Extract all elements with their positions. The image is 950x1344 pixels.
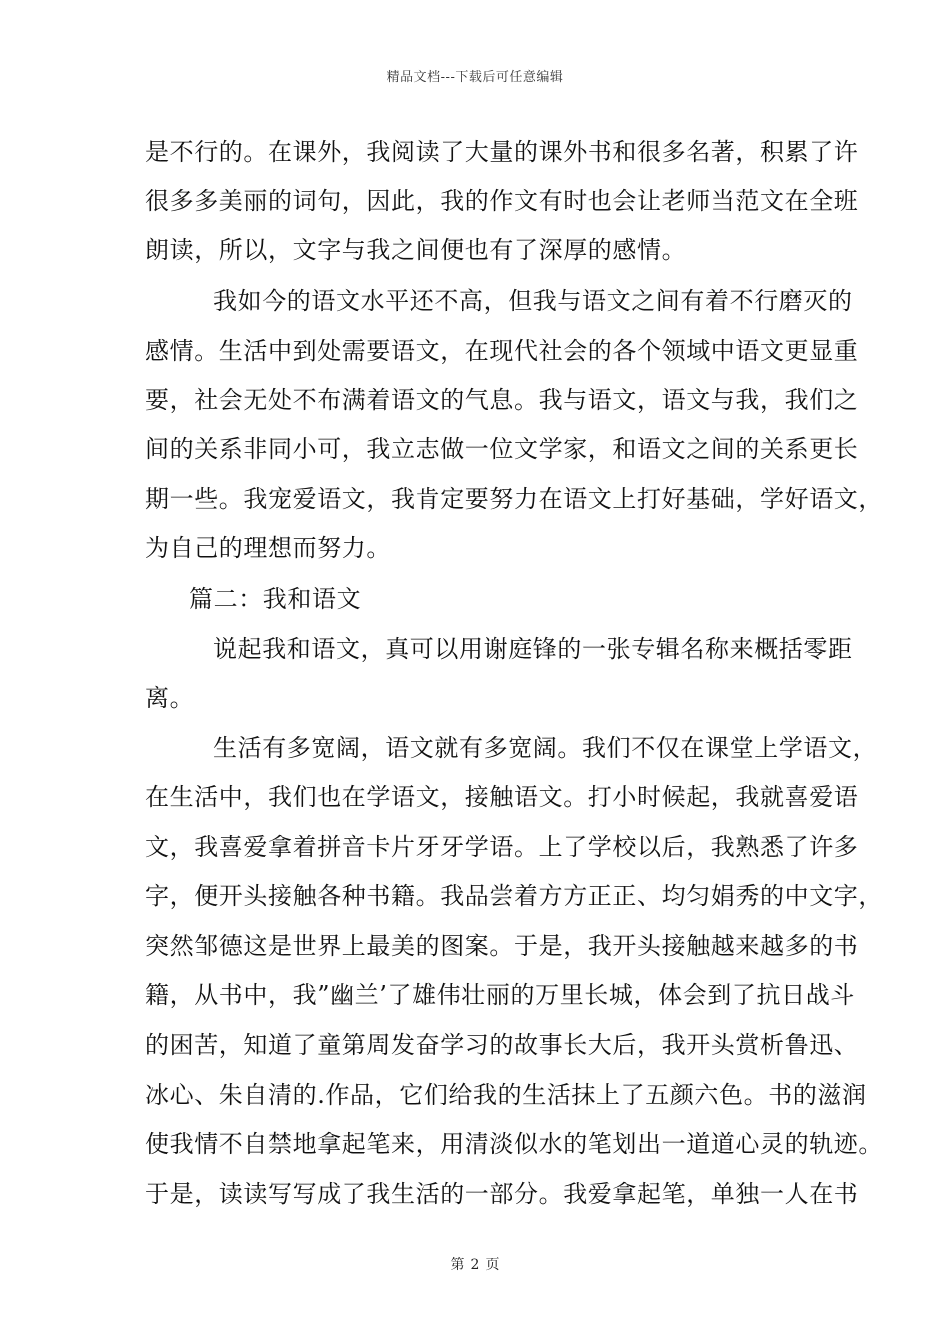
text-line: 是不行的。在课外，我阅读了大量的课外书和很多名著，积累了许 (145, 138, 859, 166)
text-line: 使我情不自禁地拿起笔来，用清淡似水的笔划出一道道心灵的轨迹。 (145, 1130, 883, 1158)
text-line: 为自己的理想而努力。 (145, 534, 391, 562)
text-line: 冰心、朱自清的.作品，它们给我的生活抹上了五颜六色。书的滋润 (145, 1081, 867, 1109)
text-line: 文，我喜爱拿着拼音卡片牙牙学语。上了学校以后，我熟悉了许多 (145, 833, 859, 861)
text-line: 说起我和语文，真可以用谢庭锋的一张专辑名称来概括零距 (213, 635, 853, 663)
section-heading: 篇二：我和语文 (189, 585, 362, 613)
text-line: 感情。生活中到处需要语文，在现代社会的各个领域中语文更显重 (145, 337, 859, 365)
text-line: 间的关系非同小可，我立志做一位文学家，和语文之间的关系更长 (145, 435, 859, 463)
text-line: 很多多美丽的词句，因此，我的作文有时也会让老师当范文在全班 (145, 187, 859, 215)
text-line: 籍，从书中，我”幽兰’了雄伟壮丽的万里长城，体会到了抗日战斗 (145, 981, 855, 1009)
text-line: 期一些。我宠爱语文，我肯定要努力在语文上打好基础，学好语文， (145, 485, 883, 513)
text-line: 离。 (145, 684, 195, 712)
text-line: 要，社会无处不布满着语文的气息。我与语文，语文与我，我们之 (145, 386, 859, 414)
page-header: 精品文档---下载后可任意编辑 (386, 70, 564, 85)
text-line: 字，便开头接触各种书籍。我品尝着方方正正、均匀娟秀的中文字， (145, 882, 883, 910)
text-line: 生活有多宽阔，语文就有多宽阔。我们不仅在课堂上学语文， (213, 734, 878, 762)
page-number: 2 (470, 1257, 480, 1273)
text-line: 在生活中，我们也在学语文，接触语文。打小时候起，我就喜爱语 (145, 783, 859, 811)
page-footer (0, 1254, 950, 1274)
text-line: 我如今的语文水平还不高，但我与语文之间有着不行磨灭的 (213, 287, 853, 315)
page-label-prefix: 第 (450, 1257, 465, 1273)
text-line: 于是，读读写写成了我生活的一部分。我爱拿起笔，单独一人在书 (145, 1180, 859, 1208)
text-line: 的困苦，知道了童第周发奋学习的故事长大后，我开头赏析鲁迅、 (145, 1031, 859, 1059)
page-label-suffix: 页 (485, 1257, 500, 1273)
text-line: 突然邹德这是世界上最美的图案。于是，我开头接触越来越多的书 (145, 932, 859, 960)
text-line: 朗读，所以，文字与我之间便也有了深厚的感情。 (145, 236, 687, 264)
